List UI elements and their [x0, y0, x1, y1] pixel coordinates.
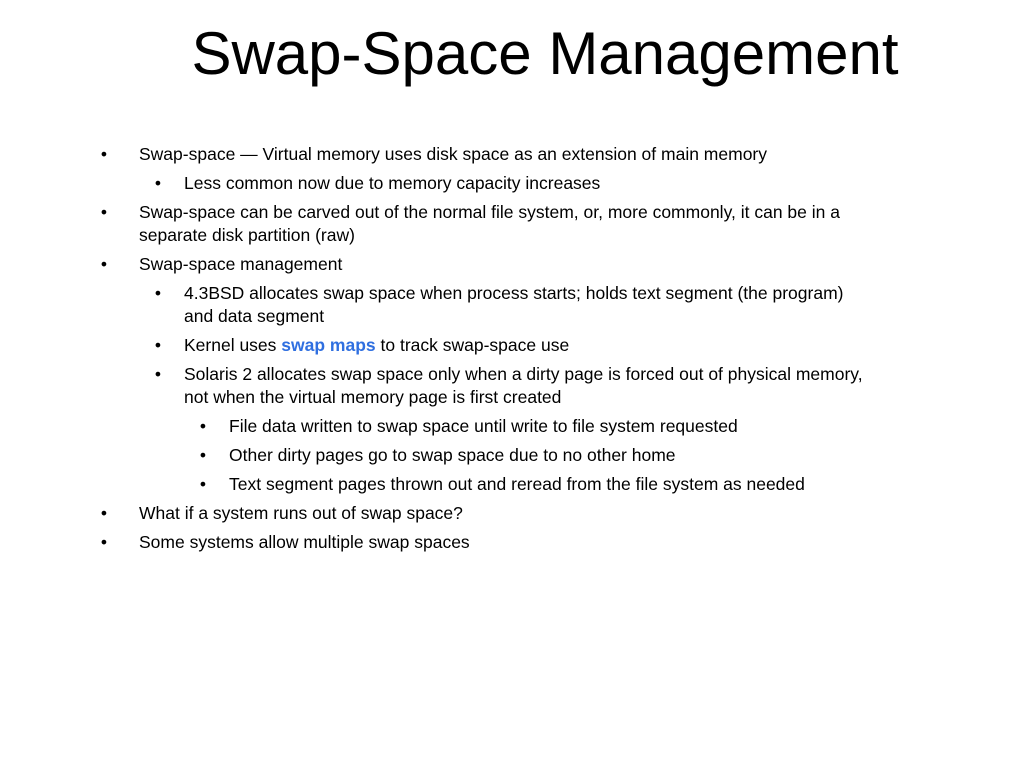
- bullet-item: [98, 531, 868, 554]
- bullet-text: 4.3BSD allocates swap space when process starts; holds text segment (the program) and data segment: [184, 283, 844, 326]
- bullet-item: [98, 253, 868, 276]
- bullet-dot-icon: •: [100, 144, 108, 164]
- bullet-text: What if a system runs out of swap space?: [139, 503, 463, 523]
- bullet-text: File data written to swap space until write to file system requested: [229, 416, 738, 436]
- bullet-text: Swap-space can be carved out of the normal file system, or, more commonly, it can be in a separate disk partition (raw): [139, 202, 840, 245]
- bullet-list: [98, 143, 868, 560]
- bullet-dot-icon: •: [154, 364, 162, 384]
- bullet-item: [98, 201, 868, 247]
- bullet-dot-icon: •: [100, 254, 108, 274]
- swap-maps-highlight: swap maps: [281, 335, 376, 355]
- bullet-text: Text segment pages thrown out and reread from the file system as needed: [229, 474, 805, 494]
- bullet-text-after: to track swap-space use: [375, 335, 570, 355]
- bullet-dot-icon: •: [100, 202, 108, 222]
- bullet-text-before: Kernel uses: [184, 335, 282, 355]
- bullet-item: [98, 143, 868, 166]
- bullet-dot-icon: •: [199, 416, 207, 436]
- bullet-text: Solaris 2 allocates swap space only when a dirty page is forced out of physical memory, not when the virtual memory page is first created: [184, 364, 863, 407]
- bullet-item: [98, 334, 868, 357]
- bullet-text: Some systems allow multiple swap spaces: [139, 532, 470, 552]
- bullet-text: Other dirty pages go to swap space due to no other home: [229, 445, 676, 465]
- bullet-text: [184, 334, 868, 357]
- bullet-dot-icon: •: [199, 474, 207, 494]
- bullet-dot-icon: •: [154, 283, 162, 303]
- bullet-text: Swap-space — Virtual memory uses disk space as an extension of main memory: [139, 144, 768, 164]
- bullet-text: Less common now due to memory capacity increases: [184, 173, 601, 193]
- bullet-item: [98, 363, 868, 409]
- bullet-item: [98, 473, 868, 496]
- bullet-dot-icon: •: [154, 173, 162, 193]
- bullet-item: [98, 282, 868, 328]
- bullet-dot-icon: •: [154, 335, 162, 355]
- bullet-dot-icon: •: [199, 445, 207, 465]
- bullet-item: [98, 444, 868, 467]
- bullet-item: [98, 172, 868, 195]
- bullet-dot-icon: •: [100, 503, 108, 523]
- bullet-item: [98, 415, 868, 438]
- bullet-dot-icon: •: [100, 532, 108, 552]
- bullet-item: [98, 502, 868, 525]
- slide-title: Swap-Space Management: [191, 20, 899, 87]
- bullet-text: Swap-space management: [139, 254, 343, 274]
